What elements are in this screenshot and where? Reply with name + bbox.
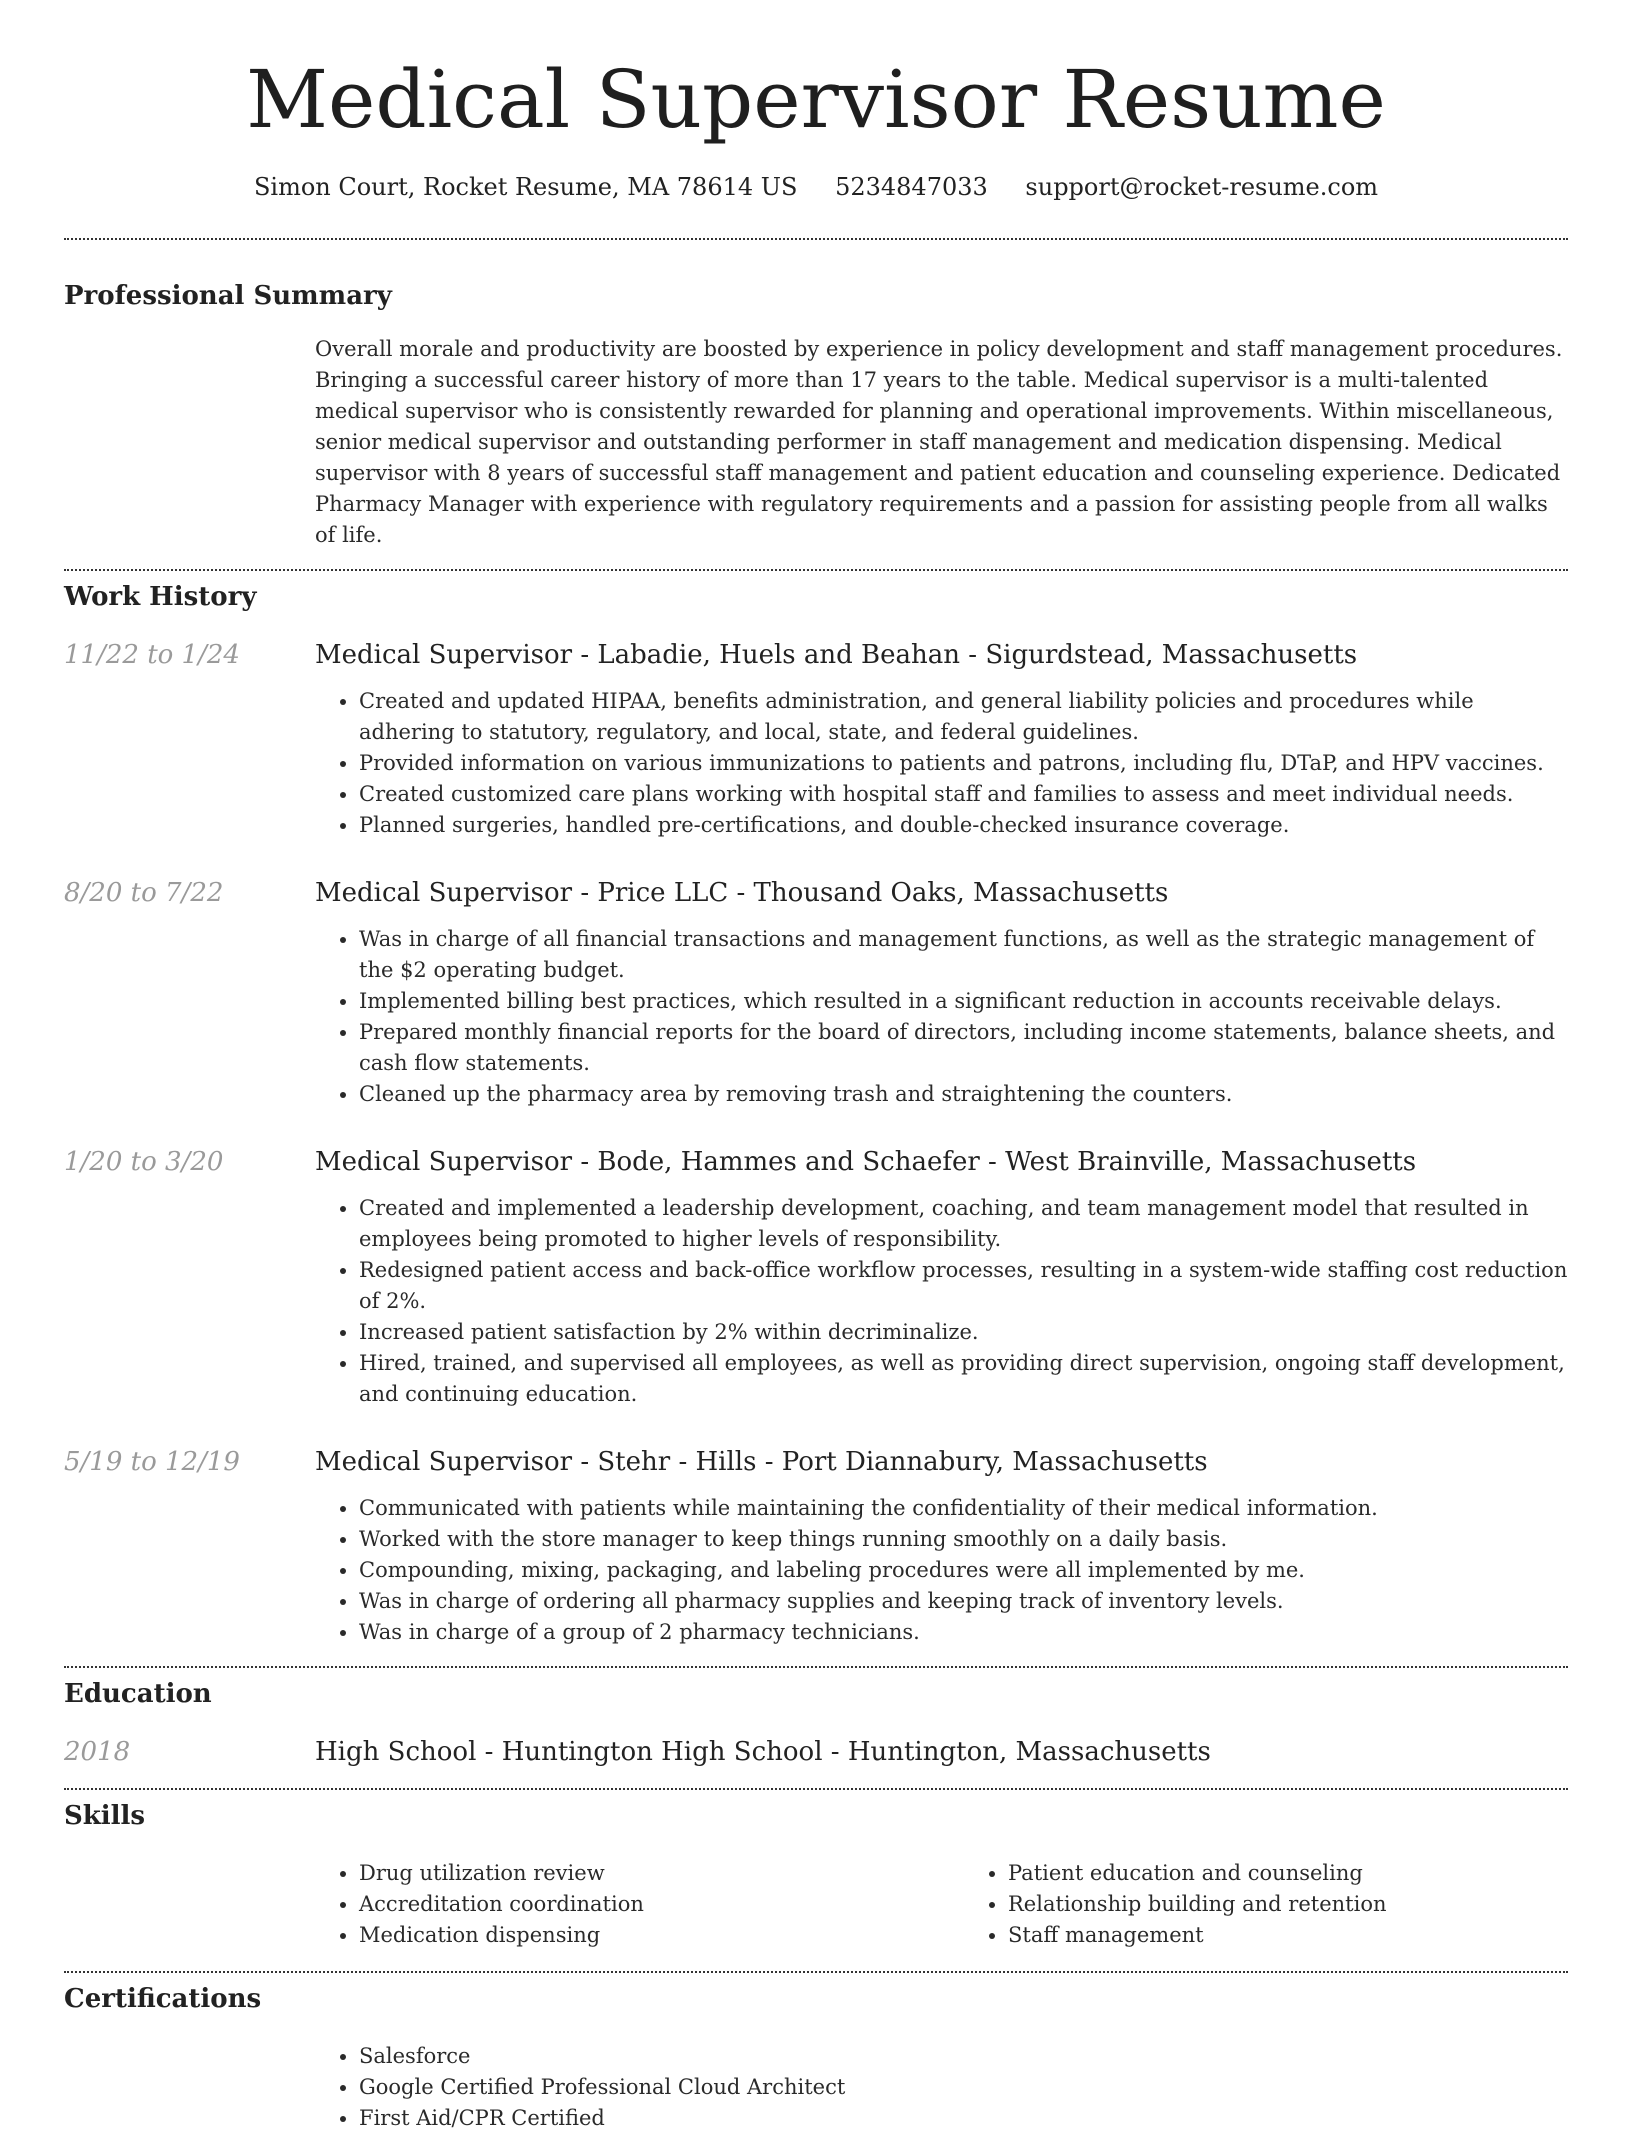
job-entry (64, 639, 1568, 841)
section-skills (64, 1800, 1568, 1951)
section-work-history (64, 581, 1568, 1648)
job-bullet: • Worked with the store manager to keep things running smoothly on a daily basis. (359, 1524, 1568, 1555)
job-bullet: • Cleaned up the pharmacy area by removing trash and straightening the counters. (359, 1079, 1568, 1110)
skill-item: • Relationship building and retention (1008, 1889, 1568, 1920)
resume-title: Medical Supervisor Resume (246, 53, 1386, 146)
certifications-list (315, 2041, 1568, 2134)
job-title: Medical Supervisor - Bode, Hammes and Schaefer - West Brainville, Massachusetts (315, 1147, 1417, 1177)
skill-item: • Staff management (1008, 1920, 1568, 1951)
job-bullet: • Communicated with patients while maintaining the confidentiality of their medical information. (359, 1493, 1568, 1524)
education-entry (64, 1736, 1568, 1768)
skill-item: • Accreditation coordination (359, 1889, 919, 1920)
section-summary (64, 280, 1568, 551)
job-entry (64, 1146, 1568, 1410)
job-bullet: • Compounding, mixing, packaging, and labeling procedures were all implemented by me. (359, 1555, 1568, 1586)
section-heading-education: Education (64, 1679, 212, 1709)
job-bullets (315, 1493, 1568, 1648)
resume-page (64, 0, 1568, 2134)
contact-email: support@rocket-resume.com (1025, 173, 1379, 201)
section-heading-certifications: Certifications (64, 1984, 262, 2014)
skill-item: • Drug utilization review (359, 1858, 919, 1889)
contact-line (64, 172, 1568, 202)
job-bullet: • Created and implemented a leadership development, coaching, and team management model that resulted in employees being promoted to higher levels of responsibility. (359, 1193, 1568, 1255)
job-bullet: • Was in charge of a group of 2 pharmacy technicians. (359, 1617, 1568, 1648)
section-heading-work-history: Work History (64, 582, 257, 612)
job-dates: 5/19 to 12/19 (64, 1447, 240, 1477)
section-heading-skills: Skills (64, 1801, 146, 1831)
contact-phone: 5234847033 (835, 173, 988, 201)
education-year: 2018 (64, 1737, 131, 1767)
job-entry (64, 1446, 1568, 1648)
skills-columns (315, 1858, 1568, 1951)
section-certifications (64, 1983, 1568, 2134)
divider (64, 569, 1568, 571)
job-bullet: • Hired, trained, and supervised all employees, as well as providing direct supervision, ongoing staff development, and continuing education. (359, 1348, 1568, 1410)
divider (64, 1971, 1568, 1973)
divider (64, 1666, 1568, 1668)
job-bullet: • Created and updated HIPAA, benefits administration, and general liability policies and procedures while adhering to statutory, regulatory, and local, state, and federal guidelines. (359, 686, 1568, 748)
job-title: Medical Supervisor - Price LLC - Thousand Oaks, Massachusetts (315, 878, 1169, 908)
summary-text: Overall morale and productivity are boosted by experience in policy development and staff management procedures. Bringing a successful career history of more than 17 years to the table. Medical supervisor is a multi-talented medical supervisor who is consistently rewarded for planning and operational improvements. Within miscellaneous, senior medical supervisor and outstanding performer in staff management and medication dispensing. Medical supervisor with 8 years of successful staff management and patient education and counseling experience. Dedicated Pharmacy Manager with experience with regulatory requirements and a passion for assisting people from all walks of life. (315, 337, 1563, 547)
skills-list-left (315, 1858, 919, 1951)
certification-item: • Google Certified Professional Cloud Architect (359, 2072, 1568, 2103)
contact-address: Simon Court, Rocket Resume, MA 78614 US (253, 173, 798, 201)
section-heading-summary: Professional Summary (64, 281, 392, 311)
job-bullet: • Prepared monthly financial reports for the board of directors, including income statements, balance sheets, and cash flow statements. (359, 1017, 1568, 1079)
job-bullet: • Implemented billing best practices, which resulted in a significant reduction in accounts receivable delays. (359, 986, 1568, 1017)
job-bullet: • Increased patient satisfaction by 2% within decriminalize. (359, 1317, 1568, 1348)
job-bullet: • Planned surgeries, handled pre-certifications, and double-checked insurance coverage. (359, 810, 1568, 841)
job-title: Medical Supervisor - Labadie, Huels and Beahan - Sigurdstead, Massachusetts (315, 640, 1358, 670)
section-education (64, 1678, 1568, 1768)
job-title: Medical Supervisor - Stehr - Hills - Port Diannabury, Massachusetts (315, 1447, 1208, 1477)
divider (64, 238, 1568, 240)
skills-list-right (964, 1858, 1568, 1951)
skill-item: • Patient education and counseling (1008, 1858, 1568, 1889)
education-title: High School - Huntington High School - Huntington, Massachusetts (315, 1737, 1211, 1767)
job-bullets (315, 1193, 1568, 1410)
job-bullet: • Was in charge of all financial transactions and management functions, as well as the strategic management of the $2 operating budget. (359, 924, 1568, 986)
job-bullet: • Was in charge of ordering all pharmacy supplies and keeping track of inventory levels. (359, 1586, 1568, 1617)
certification-item: • First Aid/CPR Certified (359, 2103, 1568, 2134)
job-bullet: • Redesigned patient access and back-office workflow processes, resulting in a system-wide staffing cost reduction of 2%. (359, 1255, 1568, 1317)
job-bullets (315, 686, 1568, 841)
divider (64, 1788, 1568, 1790)
certification-item: • Salesforce (359, 2041, 1568, 2072)
job-dates: 1/20 to 3/20 (64, 1147, 224, 1177)
job-bullet: • Created customized care plans working with hospital staff and families to assess and meet individual needs. (359, 779, 1568, 810)
job-dates: 8/20 to 7/22 (64, 878, 224, 908)
job-entry (64, 877, 1568, 1110)
job-dates: 11/22 to 1/24 (64, 640, 240, 670)
skill-item: • Medication dispensing (359, 1920, 919, 1951)
job-bullets (315, 924, 1568, 1110)
job-bullet: • Provided information on various immunizations to patients and patrons, including flu, DTaP, and HPV vaccines. (359, 748, 1568, 779)
